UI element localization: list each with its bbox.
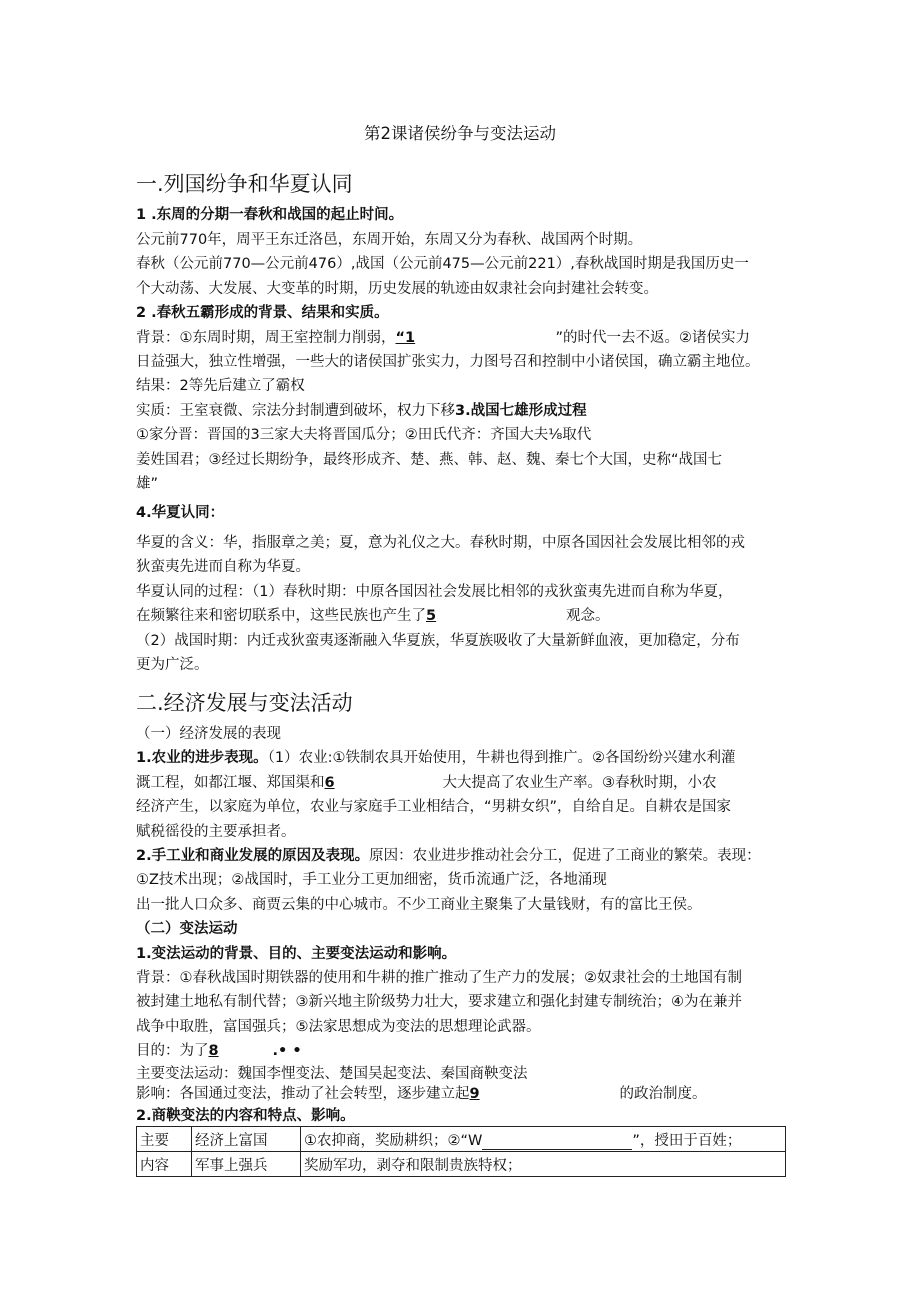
p3-impact-text-a: 影响：各国通过变法，推动了社会转型，逐步建立起	[136, 1086, 470, 1102]
p1-line4: 赋税徭役的主要承担者。	[136, 824, 296, 840]
q2-heading: 2 .春秋五霸形成的背景、结果和实质。	[136, 305, 389, 321]
table-row	[137, 1152, 786, 1177]
p3-heading: 1.变法运动的背景、目的、主要变法运动和影响。	[136, 946, 457, 962]
q4-heading: 4.华夏认同：	[136, 505, 225, 521]
p3-main-reforms: 主要变法运动：魏国李悝变法、楚国吴起变法、秦国商鞅变法	[136, 1066, 528, 1082]
q2-background-text-a: 背景：①东周时期，周王室控制力削弱，	[136, 330, 396, 346]
p1-line2	[136, 773, 717, 793]
table-cell: 内容	[137, 1152, 192, 1177]
shang-yang-reform-table	[136, 1126, 786, 1177]
q3-line3: 雄”	[136, 476, 159, 492]
page-title: 第2课诸侯纷争与变法运动	[364, 124, 556, 143]
p1-line3: 经济产生，以家庭为单位，农业与家庭手工业相结合，“男耕女织”，自给自足。自耕农是国家	[136, 799, 732, 815]
q1-heading: 1 .东周的分期一春秋和战国的起止时间。	[136, 207, 404, 223]
q2-essence-line	[136, 401, 587, 421]
fill-blank-w[interactable]	[482, 1134, 632, 1150]
sub-heading-reform: （二）变法运动	[136, 921, 238, 937]
p3-line2: 被封建土地私有制代替；③新兴地主阶级势力壮大，要求建立和强化封建专制统治；④为在兼并	[136, 994, 742, 1010]
p2-line1	[136, 846, 761, 866]
p3-goal	[136, 1041, 302, 1061]
q1-line1: 公元前770年，周平王东迁洛邑，东周开始，东周又分为春秋、战国两个时期。	[136, 232, 643, 248]
q4-line2: 狄蛮夷先进而自称为华夏。	[136, 559, 310, 575]
table-cell: 经济上富国	[192, 1127, 301, 1152]
q3-heading: 3.战国七雄形成过程	[455, 403, 587, 419]
q1-line2: 春秋（公元前770—公元前476）,战国（公元前475—公元前221）,春秋战国时期是我国历史一	[136, 256, 749, 272]
p3-impact-text-b: 的政治制度。	[619, 1086, 707, 1102]
fill-blank-1[interactable]: “1	[395, 330, 416, 346]
section1-heading: 一.列国纷争和华夏认同	[136, 172, 353, 196]
q3-line1: ①家分晋：晋国的3三家大夫将晋国瓜分；②田氏代齐：齐国大夫⅛取代	[136, 427, 592, 443]
p1-line2-text-b: 大大提高了农业生产率。③春秋时期，小农	[442, 775, 717, 791]
p3-line1: 背景：①春秋战国时期铁器的使用和牛耕的推广推动了生产力的发展；②奴隶社会的土地国有制	[136, 970, 742, 986]
fill-blank-5[interactable]: 5	[426, 608, 437, 624]
q1-line3: 个大动荡、大发展、大变革的时期，历史发展的轨迹由奴隶社会向封建社会转变。	[136, 281, 658, 297]
fill-blank-6[interactable]: 6	[324, 775, 335, 791]
q2-result: 结果：2等先后建立了霸权	[136, 378, 305, 394]
table-cell	[301, 1127, 786, 1152]
p2-line2: ①Z技术出现；②战国时，手工业分工更加细密，货币流通广泛，各地涌现	[136, 872, 607, 888]
p1-text: （1）农业:①铁制农具开始使用，牛耕也得到推广。②各国纷纷兴建水利灌	[267, 750, 736, 766]
fill-blank-8[interactable]: 8	[208, 1043, 219, 1059]
q4-line5: （2）战国时期：内迁戎狄蛮夷逐渐融入华夏族，华夏族吸收了大量新鲜血液，更加稳定，分布	[136, 633, 740, 649]
q4-line4-text-b: 观念。	[566, 608, 610, 624]
q2-background-text-b: ”的时代一去不返。②诸侯实力	[555, 330, 751, 346]
table-cell: 主要	[137, 1127, 192, 1152]
q2-background-line1	[136, 328, 750, 348]
table-cell: 军事上强兵	[192, 1152, 301, 1177]
q4-line6: 更为广泛。	[136, 657, 209, 673]
fill-blank-9[interactable]: 9	[469, 1086, 480, 1102]
p3-impact	[136, 1084, 707, 1104]
p4-heading: 2.商鞅变法的内容和特点、影响。	[136, 1108, 355, 1124]
q4-line1: 华夏的含义：华，指服章之美；夏，意为礼仪之大。春秋时期，中原各国因社会发展比相邻的戎	[136, 535, 745, 551]
table-cell: 奖励军功，剥夺和限制贵族特权；	[301, 1152, 786, 1177]
section2-heading: 二.经济发展与变法活动	[136, 691, 353, 715]
p1-line2-text-a: 溉工程，如都江堰、郑国渠和	[136, 775, 325, 791]
q4-line3: 华夏认同的过程：（1）春秋时期：中原各国因社会发展比相邻的戎狄蛮夷先进而自称为华夏，	[136, 584, 733, 600]
q4-line4-text-a: 在频繁往来和密切联系中，这些民族也产生了	[136, 608, 426, 624]
p2-heading: 2.手工业和商业发展的原因及表现。	[136, 848, 370, 864]
p2-line3: 出一批人口众多、商贾云集的中心城市。不少工商业主聚集了大量钱财，有的富比王侯。	[136, 897, 702, 913]
sub-heading-economy: （一）经济发展的表现	[136, 726, 281, 742]
q2-essence-text: 实质：王室衰微、宗法分封制遭到破坏，权力下移	[136, 403, 455, 419]
table-cell-text-a: ①农抑商，奖励耕织；②“W	[304, 1132, 483, 1149]
table-row	[137, 1127, 786, 1152]
p1-heading: 1.农业的进步表现。	[136, 750, 268, 766]
p3-goal-text-a: 目的：为了	[136, 1043, 209, 1059]
p3-line3: 战争中取胜，富国强兵；⑤法家思想成为变法的思想理论武器。	[136, 1019, 541, 1035]
q2-background-line2: 日益强大，独立性增强，一些大的诸侯国扩张实力，力图号召和控制中小诸侯国，确立霸主地位。	[136, 354, 760, 370]
table-cell-text-b: ”，授田于百姓；	[632, 1132, 742, 1149]
p1-line1	[136, 748, 735, 768]
q4-line4	[136, 606, 610, 626]
p2-text: 原因：农业进步推动社会分工，促进了工商业的繁荣。表现：	[369, 848, 761, 864]
q3-line2: 姜姓国君；③经过长期纷争，最终形成齐、楚、燕、韩、赵、魏、秦七个大国，史称“战国七	[136, 452, 723, 468]
p3-goal-text-b: .• •	[272, 1043, 302, 1059]
